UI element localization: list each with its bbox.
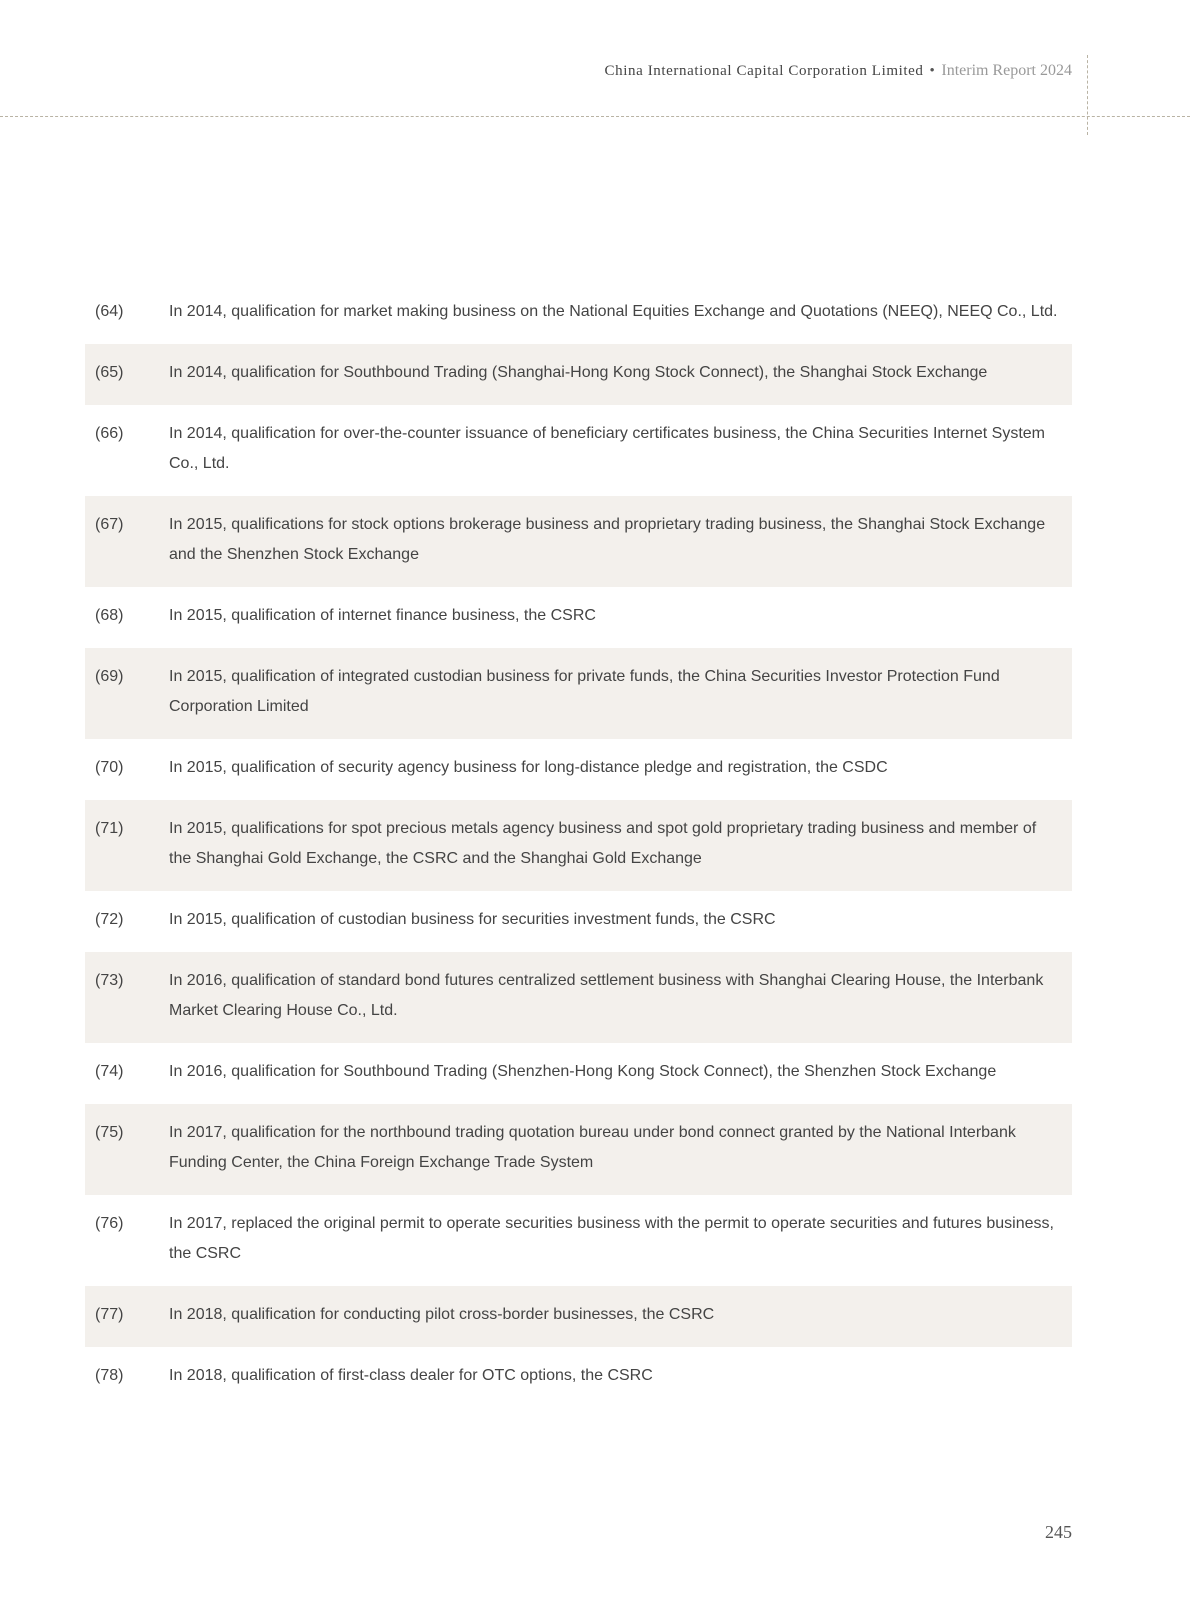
item-text: In 2017, replaced the original permit to operate securities business with the permit to operate securities and futures business, the CSRC [169, 1215, 1054, 1262]
list-item [85, 800, 1072, 891]
list-item [85, 344, 1072, 405]
list-item [85, 1195, 1072, 1286]
item-text: In 2014, qualification for over-the-counter issuance of beneficiary certificates business, the China Securities Internet System Co., Ltd. [169, 425, 1046, 472]
item-number: (75) [95, 1124, 124, 1141]
report-title: Interim Report 2024 [941, 62, 1072, 79]
item-text: In 2018, qualification of first-class dealer for OTC options, the CSRC [169, 1367, 653, 1384]
list-item [85, 1286, 1072, 1347]
list-item [85, 952, 1072, 1043]
header-vertical-divider [1087, 55, 1088, 135]
item-text: In 2015, qualification of integrated custodian business for private funds, the China Securities Investor Protection Fund Corporation Limited [169, 668, 1000, 715]
page-number: 245 [1045, 1522, 1072, 1542]
item-number: (72) [95, 911, 124, 928]
item-text: In 2014, qualification for Southbound Trading (Shanghai-Hong Kong Stock Connect), the Shanghai Stock Exchange [169, 364, 988, 381]
item-text: In 2015, qualification of security agency business for long-distance pledge and registration, the CSDC [169, 759, 888, 776]
item-text: In 2016, qualification for Southbound Trading (Shenzhen-Hong Kong Stock Connect), the Shenzhen Stock Exchange [169, 1063, 997, 1080]
list-item [85, 283, 1072, 344]
item-text: In 2015, qualifications for spot precious metals agency business and spot gold proprietary trading business and member of the Shanghai Gold Exchange, the CSRC and the Shanghai Gold Exchange [169, 820, 1037, 867]
list-item [85, 1104, 1072, 1195]
qualifications-list [85, 283, 1072, 1408]
item-text: In 2016, qualification of standard bond futures centralized settlement business with Shanghai Clearing House, the Interbank Market Clearing House Co., Ltd. [169, 972, 1044, 1019]
item-text: In 2014, qualification for market making business on the National Equities Exchange and Quotations (NEEQ), NEEQ Co., Ltd. [169, 303, 1058, 320]
list-item [85, 891, 1072, 952]
header-divider [0, 116, 1190, 117]
item-number: (76) [95, 1215, 124, 1232]
item-number: (78) [95, 1367, 124, 1384]
item-text: In 2018, qualification for conducting pilot cross-border businesses, the CSRC [169, 1306, 715, 1323]
item-text: In 2015, qualifications for stock options brokerage business and proprietary trading business, the Shanghai Stock Exchange and the Shenzhen Stock Exchange [169, 516, 1046, 563]
item-number: (74) [95, 1063, 124, 1080]
item-number: (64) [95, 303, 124, 320]
list-item [85, 1043, 1072, 1104]
item-number: (67) [95, 516, 124, 533]
item-text: In 2015, qualification of internet finance business, the CSRC [169, 607, 596, 624]
item-number: (73) [95, 972, 124, 989]
item-number: (71) [95, 820, 124, 837]
item-number: (77) [95, 1306, 124, 1323]
list-item [85, 648, 1072, 739]
list-item [85, 496, 1072, 587]
list-item [85, 405, 1072, 496]
item-number: (70) [95, 759, 124, 776]
list-item [85, 1347, 1072, 1408]
list-item [85, 587, 1072, 648]
item-text: In 2015, qualification of custodian business for securities investment funds, the CSRC [169, 911, 776, 928]
item-number: (65) [95, 364, 124, 381]
item-text: In 2017, qualification for the northbound trading quotation bureau under bond connect granted by the National Interbank Funding Center, the China Foreign Exchange Trade System [169, 1124, 1016, 1171]
item-number: (69) [95, 668, 124, 685]
item-number: (68) [95, 607, 124, 624]
list-item [85, 739, 1072, 800]
item-number: (66) [95, 425, 124, 442]
company-name: China International Capital Corporation Limited [604, 63, 924, 79]
running-header [605, 62, 1072, 80]
bullet-separator: • [929, 63, 936, 79]
